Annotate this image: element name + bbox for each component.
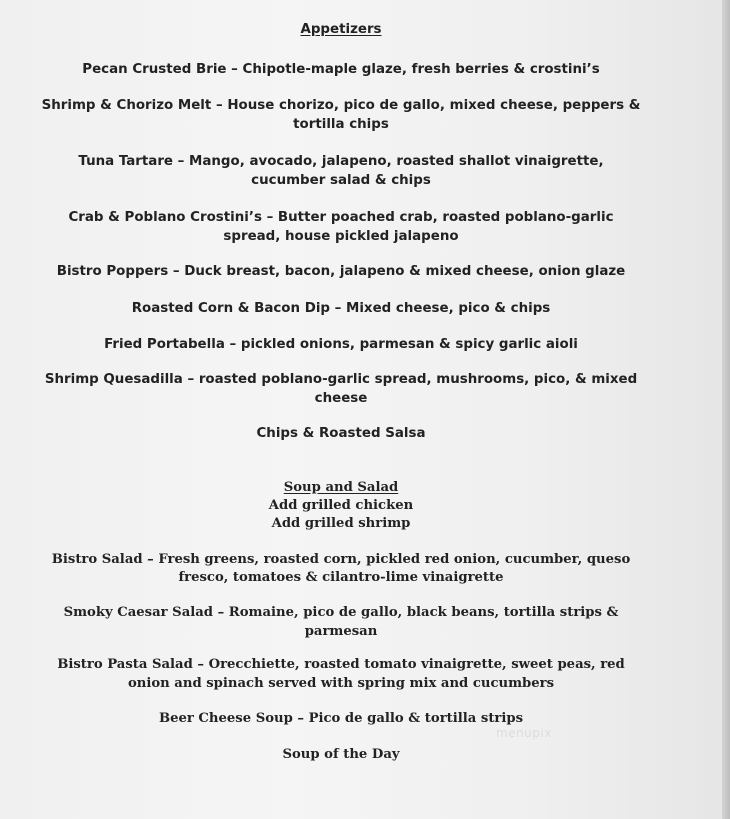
menu-item-bistro-salad-cont: fresco, tomatoes & cilantro-lime vinaigrette xyxy=(178,570,504,585)
menu-item-shrimp-quesadilla-cont: cheese xyxy=(314,391,368,406)
menu-item-crab-poblano-crostini: Crab & Poblano Crostini’s – Butter poached crab, roasted poblano-garlic xyxy=(68,210,614,225)
menu-item-shrimp-chorizo-melt-cont: tortilla chips xyxy=(293,117,389,132)
menu-item-bistro-pasta-salad-cont: onion and spinach served with spring mix and cucumbers xyxy=(127,676,555,691)
menu-item-bistro-salad: Bistro Salad – Fresh greens, roasted corn, pickled red onion, cucumber, queso xyxy=(51,552,631,567)
addon-grilled-shrimp: Add grilled shrimp xyxy=(271,516,411,531)
menu-item-fried-portabella: Fried Portabella – pickled onions, parmesan & spicy garlic aioli xyxy=(104,337,578,352)
appetizers-heading: Appetizers xyxy=(300,22,382,37)
watermark: menupix xyxy=(496,726,552,740)
menu-item-tuna-tartare: Tuna Tartare – Mango, avocado, jalapeno, roasted shallot vinaigrette, xyxy=(78,154,604,169)
menu-item-crab-poblano-crostini-cont: spread, house pickled jalapeno xyxy=(223,229,459,244)
addon-grilled-chicken: Add grilled chicken xyxy=(268,498,414,513)
soup-salad-heading: Soup and Salad xyxy=(283,480,399,495)
menu-item-smoky-caesar-salad-cont: parmesan xyxy=(304,624,378,639)
menu-item-bistro-poppers: Bistro Poppers – Duck breast, bacon, jalapeno & mixed cheese, onion glaze xyxy=(56,264,626,279)
menu-item-beer-cheese-soup: Beer Cheese Soup – Pico de gallo & tortilla strips xyxy=(158,711,524,726)
menu-item-chips-roasted-salsa: Chips & Roasted Salsa xyxy=(256,426,426,441)
menu-item-shrimp-quesadilla: Shrimp Quesadilla – roasted poblano-garlic spread, mushrooms, pico, & mixed xyxy=(44,372,638,387)
menu-item-bistro-pasta-salad: Bistro Pasta Salad – Orecchiette, roasted tomato vinaigrette, sweet peas, red xyxy=(57,657,625,672)
menu-item-smoky-caesar-salad: Smoky Caesar Salad – Romaine, pico de gallo, black beans, tortilla strips & xyxy=(63,605,619,620)
page-edge-shadow xyxy=(722,0,730,819)
menu-item-soup-of-the-day: Soup of the Day xyxy=(282,747,400,762)
menu-item-tuna-tartare-cont: cucumber salad & chips xyxy=(251,173,431,188)
menu-item-shrimp-chorizo-melt: Shrimp & Chorizo Melt – House chorizo, pico de gallo, mixed cheese, peppers & xyxy=(41,98,641,113)
menu-item-roasted-corn-bacon-dip: Roasted Corn & Bacon Dip – Mixed cheese, pico & chips xyxy=(131,301,551,316)
menu-item-pecan-crusted-brie: Pecan Crusted Brie – Chipotle-maple glaze, fresh berries & crostini’s xyxy=(82,62,600,77)
